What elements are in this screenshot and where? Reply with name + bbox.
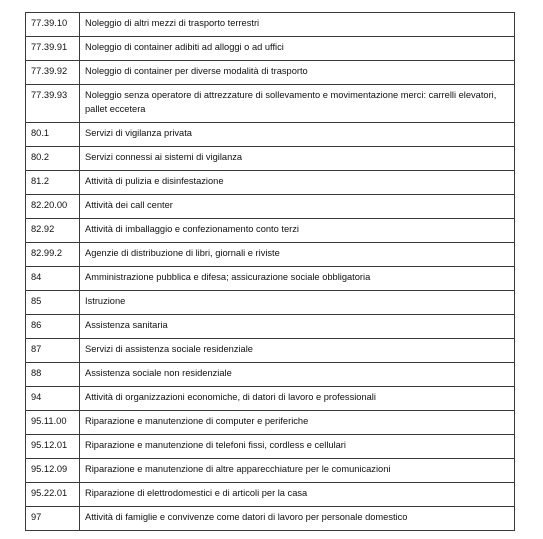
table-row <box>26 435 515 459</box>
code-cell: 97 <box>26 507 80 531</box>
table-row <box>26 267 515 291</box>
description-cell: Servizi di assistenza sociale residenziale <box>80 339 515 363</box>
table-row <box>26 61 515 85</box>
code-cell: 95.22.01 <box>26 483 80 507</box>
description-cell: Agenzie di distribuzione di libri, giornali e riviste <box>80 243 515 267</box>
description-cell: Riparazione e manutenzione di telefoni fissi, cordless e cellulari <box>80 435 515 459</box>
table-row <box>26 195 515 219</box>
table-row <box>26 339 515 363</box>
code-cell: 94 <box>26 387 80 411</box>
table-row <box>26 171 515 195</box>
description-cell: Attività di imballaggio e confezionamento conto terzi <box>80 219 515 243</box>
description-cell: Attività di pulizia e disinfestazione <box>80 171 515 195</box>
description-cell: Attività di organizzazioni economiche, di datori di lavoro e professionali <box>80 387 515 411</box>
description-cell: Riparazione e manutenzione di altre apparecchiature per le comunicazioni <box>80 459 515 483</box>
description-cell: Noleggio di altri mezzi di trasporto terrestri <box>80 13 515 37</box>
code-cell: 77.39.91 <box>26 37 80 61</box>
code-cell: 86 <box>26 315 80 339</box>
description-cell: Servizi connessi ai sistemi di vigilanza <box>80 147 515 171</box>
table-row <box>26 243 515 267</box>
code-cell: 77.39.10 <box>26 13 80 37</box>
description-cell: Attività di famiglie e convivenze come datori di lavoro per personale domestico <box>80 507 515 531</box>
table-row <box>26 363 515 387</box>
description-cell: Istruzione <box>80 291 515 315</box>
code-cell: 95.12.09 <box>26 459 80 483</box>
description-cell: Assistenza sanitaria <box>80 315 515 339</box>
code-cell: 84 <box>26 267 80 291</box>
table-row <box>26 483 515 507</box>
table-row <box>26 315 515 339</box>
code-cell: 77.39.92 <box>26 61 80 85</box>
table-row <box>26 219 515 243</box>
description-cell: Noleggio di container per diverse modalità di trasporto <box>80 61 515 85</box>
code-cell: 81.2 <box>26 171 80 195</box>
table-row <box>26 37 515 61</box>
description-cell: Assistenza sociale non residenziale <box>80 363 515 387</box>
ateco-codes-table <box>25 12 515 531</box>
code-cell: 95.11.00 <box>26 411 80 435</box>
description-cell: Attività dei call center <box>80 195 515 219</box>
table-row <box>26 507 515 531</box>
code-cell: 82.99.2 <box>26 243 80 267</box>
table-row <box>26 411 515 435</box>
code-cell: 85 <box>26 291 80 315</box>
table-row <box>26 291 515 315</box>
description-cell: Noleggio di container adibiti ad alloggi o ad uffici <box>80 37 515 61</box>
code-cell: 87 <box>26 339 80 363</box>
description-cell: Riparazione e manutenzione di computer e periferiche <box>80 411 515 435</box>
code-cell: 82.92 <box>26 219 80 243</box>
code-cell: 95.12.01 <box>26 435 80 459</box>
code-cell: 80.2 <box>26 147 80 171</box>
table-row <box>26 459 515 483</box>
table-row <box>26 85 515 123</box>
code-cell: 88 <box>26 363 80 387</box>
code-cell: 77.39.93 <box>26 85 80 123</box>
description-cell: Noleggio senza operatore di attrezzature di sollevamento e movimentazione merci: carrelli elevatori, pallet eccetera <box>80 85 515 123</box>
description-cell: Riparazione di elettrodomestici e di articoli per la casa <box>80 483 515 507</box>
table-row <box>26 123 515 147</box>
description-cell: Amministrazione pubblica e difesa; assicurazione sociale obbligatoria <box>80 267 515 291</box>
table-row <box>26 13 515 37</box>
table-row <box>26 387 515 411</box>
table-row <box>26 147 515 171</box>
code-cell: 82.20.00 <box>26 195 80 219</box>
description-cell: Servizi di vigilanza privata <box>80 123 515 147</box>
code-cell: 80.1 <box>26 123 80 147</box>
